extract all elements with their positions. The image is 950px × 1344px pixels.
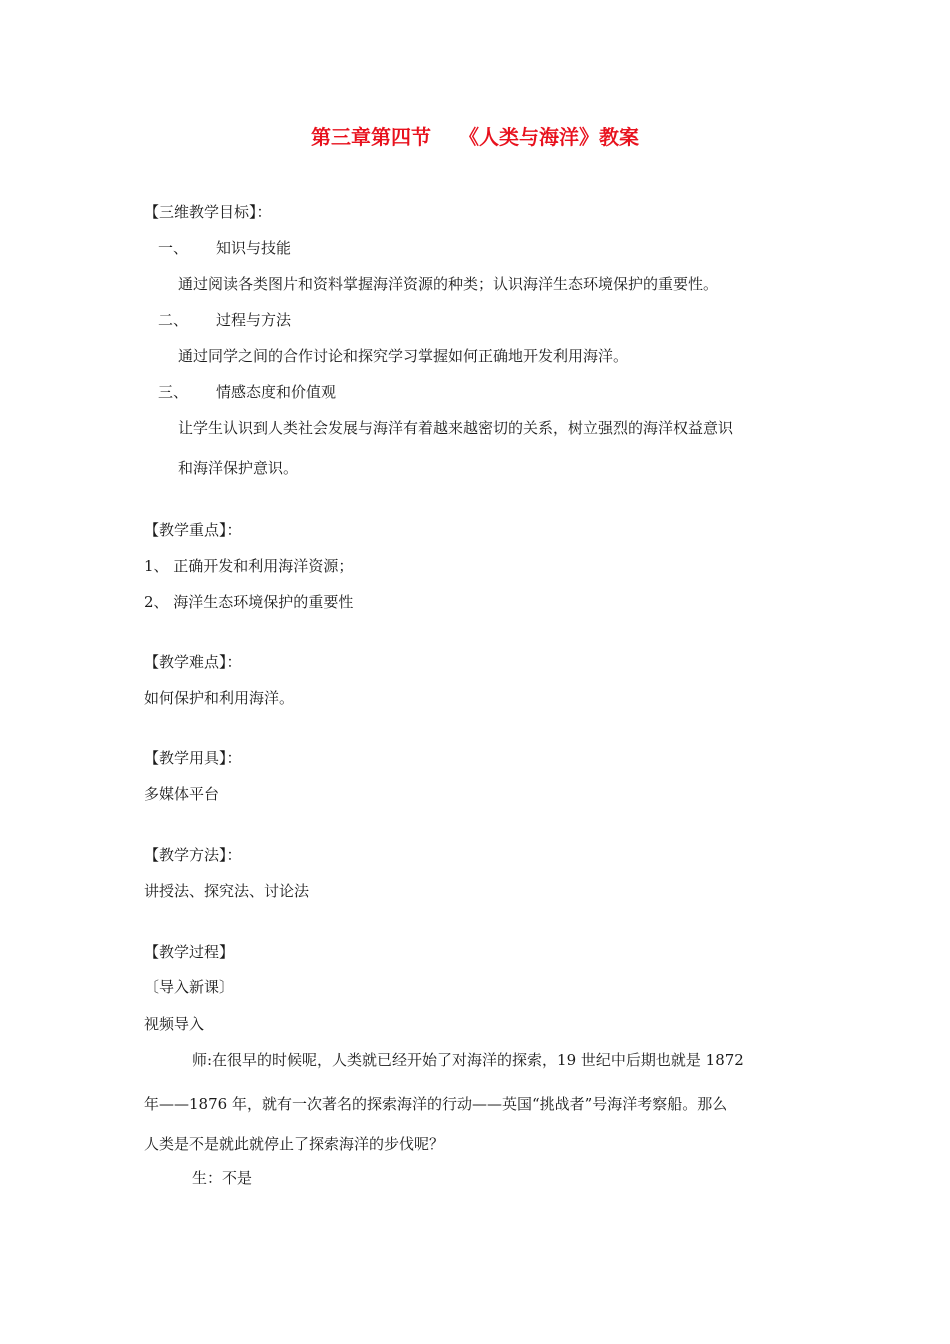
objectives-heading: 【三维教学目标】： — [144, 203, 272, 221]
objective-number: 一、 — [158, 239, 189, 257]
objective-item-3-text-line1: 让学生认识到人类社会发展与海洋有着越来越密切的关系，树立强烈的海洋权益意识 — [178, 419, 734, 437]
methods-heading: 【教学方法】： — [144, 846, 242, 864]
teacher-speech-line2: 年——1876 年，就有一次著名的探索海洋的行动——英国“挑战者”号海洋考察船。那么 — [144, 1095, 728, 1113]
objective-label: 过程与方法 — [216, 311, 292, 329]
title-chapter: 第三章第四节 — [311, 125, 431, 149]
objective-item-3-text-line2: 和海洋保护意识。 — [178, 459, 299, 477]
objective-label: 情感态度和价值观 — [216, 383, 337, 401]
key-points-heading: 【教学重点】： — [144, 521, 242, 539]
tools-text: 多媒体平台 — [144, 785, 220, 803]
objective-item-2-text: 通过同学之间的合作讨论和探究学习掌握如何正确地开发利用海洋。 — [178, 347, 629, 365]
process-subheading: 〔导入新课〕 — [144, 978, 235, 996]
tools-heading: 【教学用具】： — [144, 749, 242, 767]
objective-number: 二、 — [158, 311, 189, 329]
objective-item-3-header — [158, 382, 336, 402]
objective-item-2-header — [158, 310, 291, 330]
teacher-speech-line3: 人类是不是就此就停止了探索海洋的步伐呢？ — [144, 1135, 445, 1153]
teacher-speech-line1: 师:在很早的时候呢，人类就已经开始了对海洋的探索，19 世纪中后期也就是 1872 — [192, 1051, 744, 1069]
process-heading: 【教学过程】 — [144, 943, 235, 961]
objective-number: 三、 — [158, 383, 189, 401]
key-point-item: 2、 海洋生态环境保护的重要性 — [144, 593, 354, 611]
objective-label: 知识与技能 — [216, 239, 292, 257]
process-intro: 视频导入 — [144, 1015, 205, 1033]
title-lesson: 《人类与海洋》教案 — [459, 125, 639, 149]
key-point-item: 1、 正确开发和利用海洋资源； — [144, 557, 354, 575]
difficulties-text: 如何保护和利用海洋。 — [144, 689, 295, 707]
document-title — [0, 124, 950, 150]
difficulties-heading: 【教学难点】： — [144, 653, 242, 671]
objective-item-1-text: 通过阅读各类图片和资料掌握海洋资源的种类；认识海洋生态环境保护的重要性。 — [178, 275, 719, 293]
methods-text: 讲授法、探究法、讨论法 — [144, 882, 310, 900]
student-reply: 生：不是 — [192, 1169, 253, 1187]
objective-item-1-header — [158, 238, 291, 258]
